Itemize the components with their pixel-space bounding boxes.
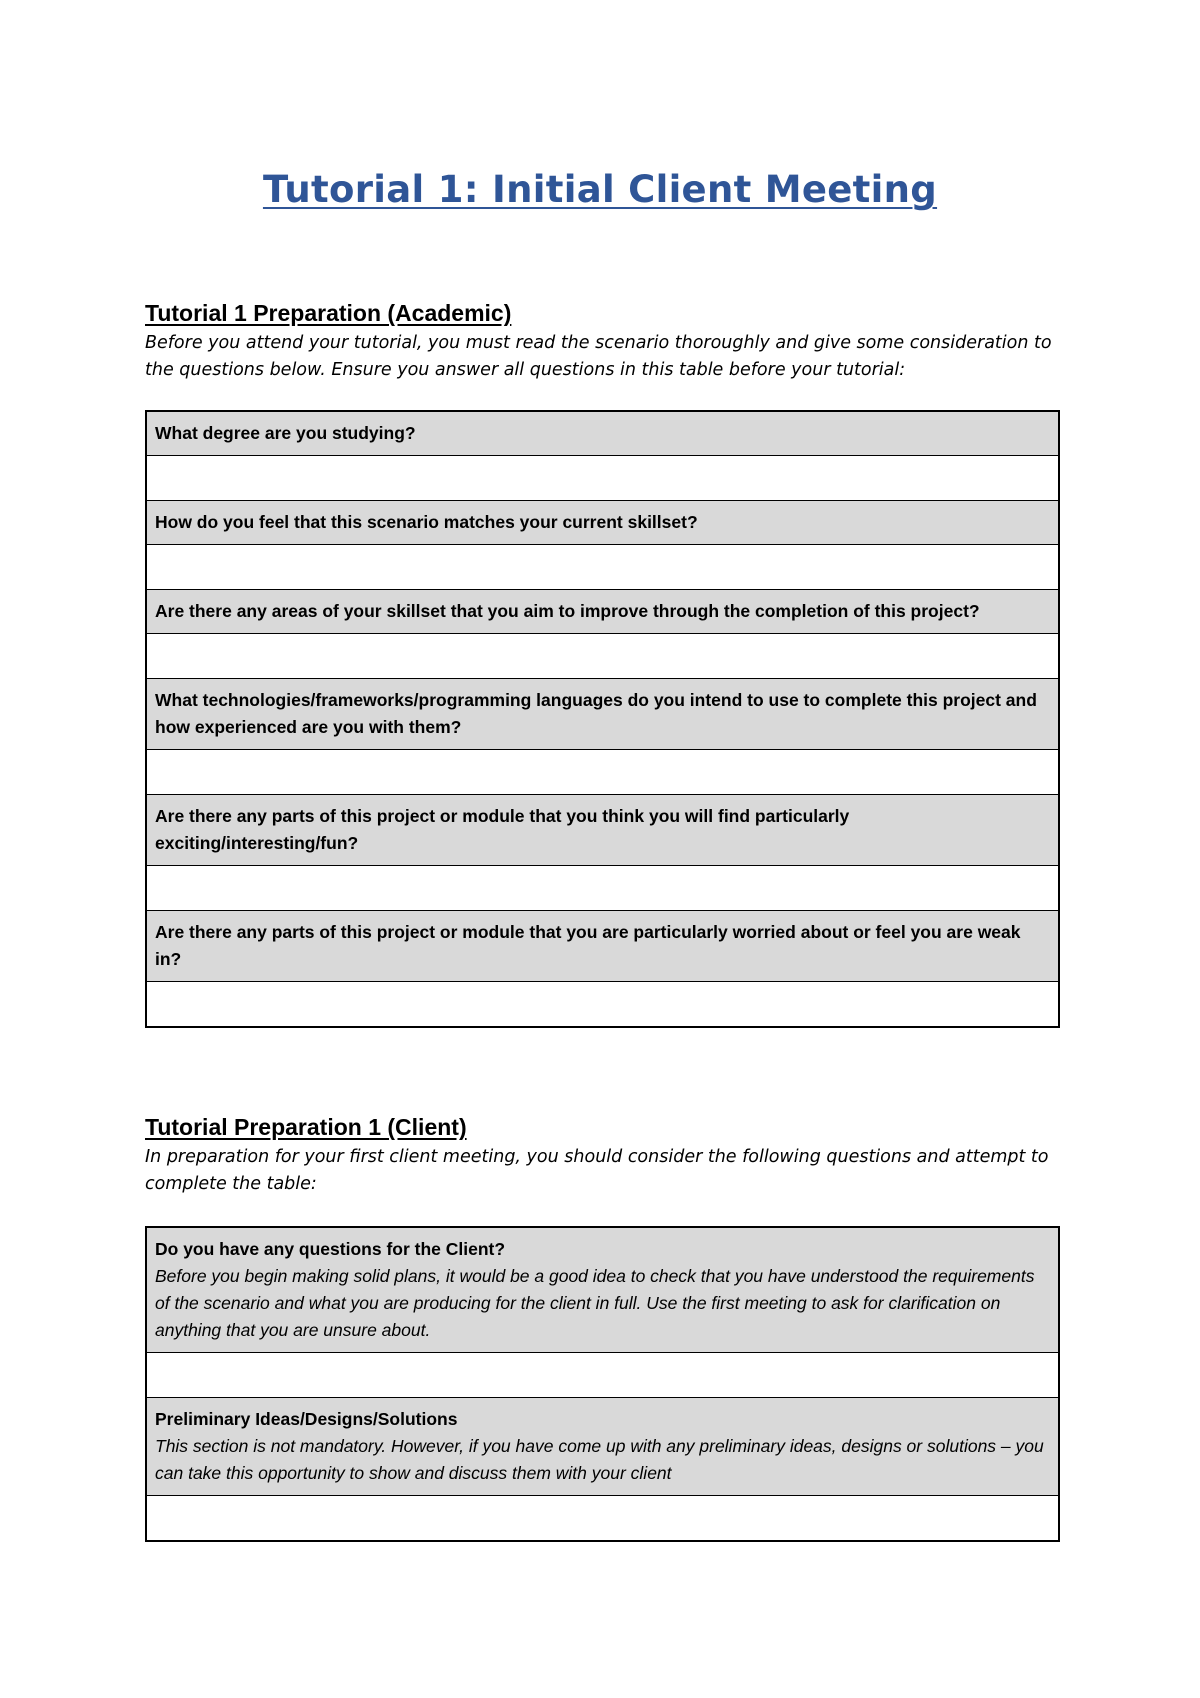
table-row bbox=[146, 866, 1059, 911]
question-cell bbox=[146, 1398, 1059, 1496]
answer-cell[interactable] bbox=[146, 750, 1059, 795]
table-row bbox=[146, 634, 1059, 679]
table-row bbox=[146, 750, 1059, 795]
academic-table bbox=[145, 410, 1060, 1028]
academic-section bbox=[145, 298, 1060, 384]
answer-cell[interactable] bbox=[146, 456, 1059, 501]
client-table bbox=[145, 1226, 1060, 1542]
table-row bbox=[146, 545, 1059, 590]
academic-heading: Tutorial 1 Preparation (Academic) bbox=[145, 300, 512, 326]
table-row bbox=[146, 982, 1059, 1028]
table-row bbox=[146, 1496, 1059, 1542]
table-row bbox=[146, 590, 1059, 634]
table-row bbox=[146, 1353, 1059, 1398]
client-heading: Tutorial Preparation 1 (Client) bbox=[145, 1114, 467, 1140]
answer-cell[interactable] bbox=[146, 1353, 1059, 1398]
question-label: Preliminary Ideas/Designs/Solutions bbox=[155, 1409, 458, 1429]
answer-cell[interactable] bbox=[146, 1496, 1059, 1542]
page-title: Tutorial 1: Initial Client Meeting bbox=[262, 168, 938, 211]
question-cell: What technologies/frameworks/programming languages do you intend to use to complete this project and how experienced are you with them? bbox=[146, 679, 1059, 750]
table-row bbox=[146, 411, 1059, 456]
answer-cell[interactable] bbox=[146, 634, 1059, 679]
table-row bbox=[146, 911, 1059, 982]
question-cell: Are there any parts of this project or module that you think you will find particularly exciting/interesting/fun? bbox=[146, 795, 1059, 866]
answer-cell[interactable] bbox=[146, 866, 1059, 911]
question-cell: How do you feel that this scenario matches your current skillset? bbox=[146, 501, 1059, 545]
table-row bbox=[146, 1227, 1059, 1353]
question-cell bbox=[146, 1227, 1059, 1353]
table-row bbox=[146, 679, 1059, 750]
answer-cell[interactable] bbox=[146, 982, 1059, 1028]
table-row bbox=[146, 795, 1059, 866]
answer-cell[interactable] bbox=[146, 545, 1059, 590]
question-label: Do you have any questions for the Client? bbox=[155, 1239, 506, 1259]
academic-intro: Before you attend your tutorial, you must read the scenario thoroughly and give some consideration to the questions below. Ensure you answer all questions in this table before your tutorial: bbox=[145, 333, 1052, 380]
table-row bbox=[146, 501, 1059, 545]
question-note: This section is not mandatory. However, if you have come up with any preliminary ideas, designs or solutions – you can take this opportunity to show and discuss them with your client bbox=[155, 1436, 1044, 1483]
table-row bbox=[146, 456, 1059, 501]
table-row bbox=[146, 1398, 1059, 1496]
question-cell: What degree are you studying? bbox=[146, 411, 1059, 456]
question-note: Before you begin making solid plans, it would be a good idea to check that you have understood the requirements of the scenario and what you are producing for the client in full. Use the first meeting to ask for clarification on anything that you are unsure about. bbox=[155, 1266, 1035, 1340]
question-cell: Are there any areas of your skillset that you aim to improve through the completion of this project? bbox=[146, 590, 1059, 634]
client-section bbox=[145, 1112, 1060, 1198]
question-cell: Are there any parts of this project or module that you are particularly worried about or feel you are weak in? bbox=[146, 911, 1059, 982]
client-intro: In preparation for your first client meeting, you should consider the following questions and attempt to complete the table: bbox=[145, 1147, 1049, 1194]
